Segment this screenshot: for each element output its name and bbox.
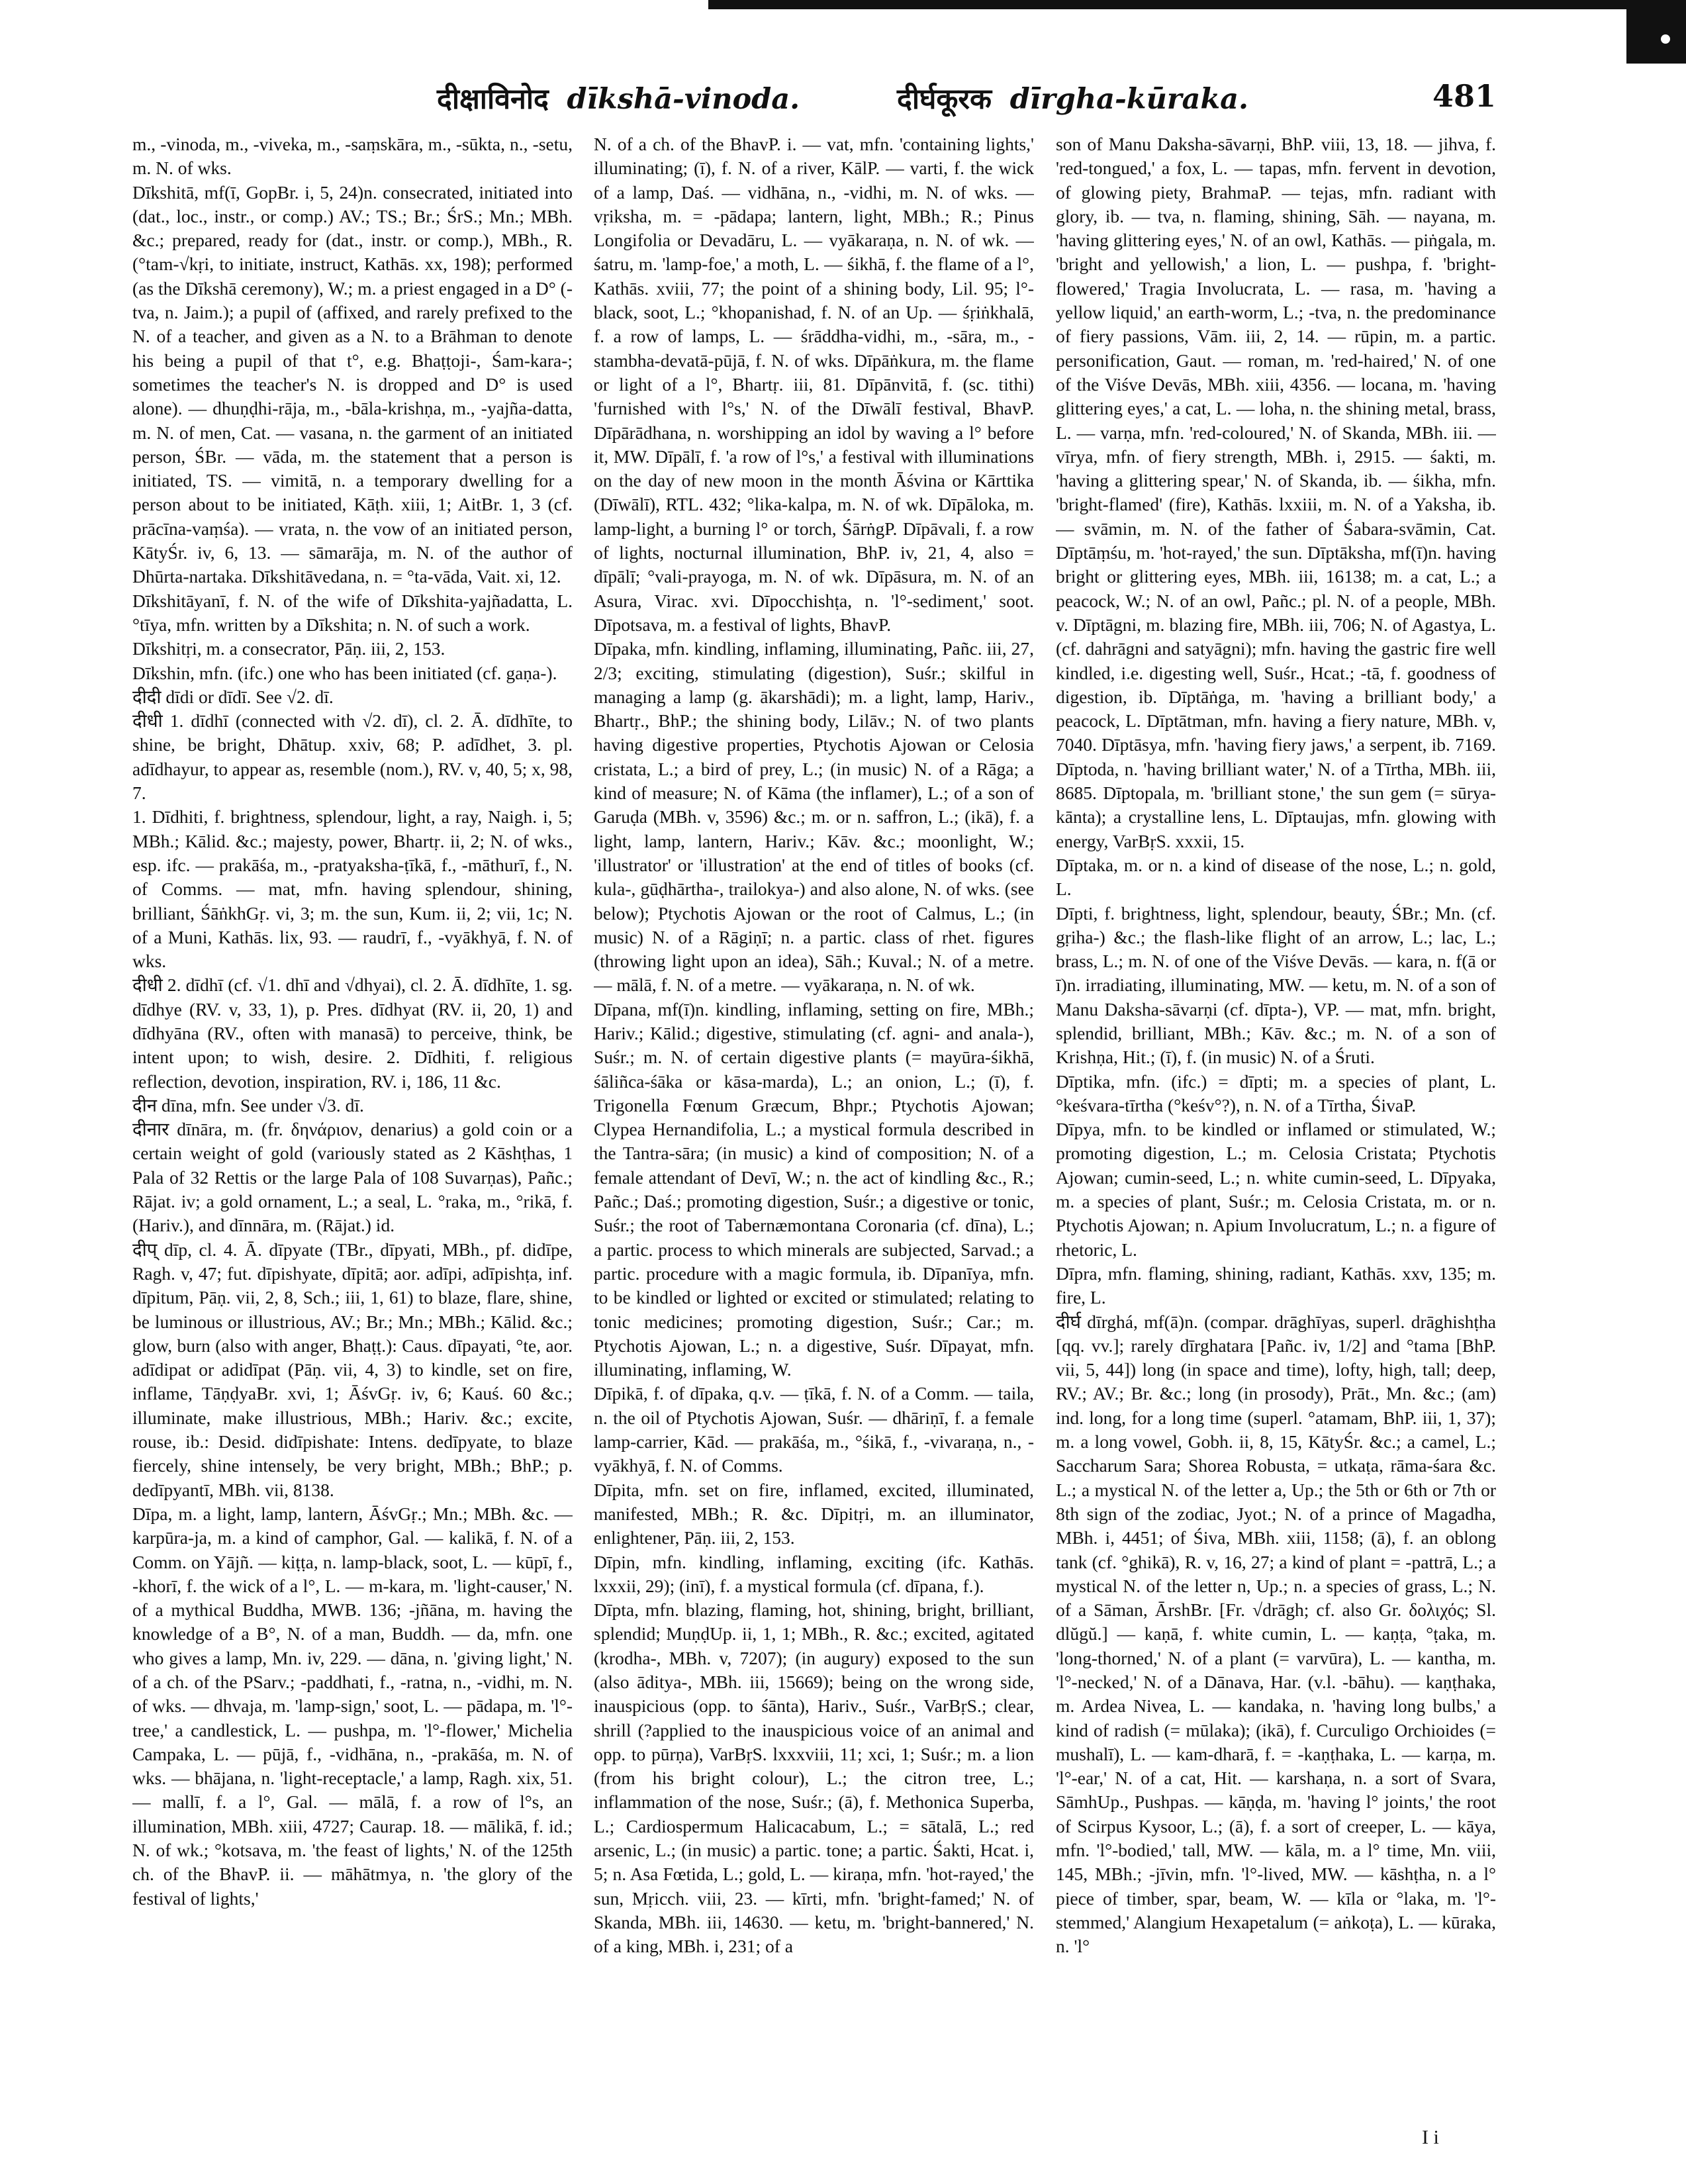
dictionary-entry: 1. Dīdhiti, f. brightness, splendour, light, a ray, Naigh. i, 5; MBh.; Kālid. &c.; majesty, power, Bhartṛ. ii, 2; N. of wks., esp. ifc. — prakāśa, m., -pratyaksha-ṭīkā, f., -māthurī, f., N. of Comms. — mat, mfn. having splendour, shining, brilliant, ŚāṅkhGṛ. vi, 3; m. the sun, Kum. ii, 2; vii, 1c; N. of a Muni, Kathās. lix, 93. — raudrī, f., -vyākhyā, f. N. of wks.: [132, 806, 573, 972]
dictionary-entry: Dīpikā, f. of dīpaka, q.v. — ṭīkā, f. N. of a Comm. — taila, n. the oil of Ptychotis Ajowan, Suśr. — dhāriṇī, f. a female lamp-carrier, Kād. — prakāśa, m., °śikā, f., -vivaraṇa, n., -vyākhyā, f. N. of Comms.: [594, 1383, 1034, 1476]
header-left-devanagari: दीक्षाविनोद: [437, 83, 549, 116]
dictionary-entry: दीर्घ dīrghá, mf(ā)n. (compar. drāghīyas, superl. drāghishṭha [qq. vv.]; rarely dīrghatara [Pañc. iv, 1/2] and °tama [BhP. vii, 5, 44]) long (in space and time), lofty, high, tall; deep, RV.; AV.; Br. &c.; long (in prosody), Prāt., Mn. &c.; (am) ind. long, for a long time (superl. °atamam, BhP. iii, 1, 37); m. a long vowel, Gobh. ii, 8, 15, KātyŚr. &c.; a camel, L.; Saccharum Sara; Shorea Robusta, = utkaṭa, rāma-śara &c. L.; a mystical N. of the letter a, Up.; the 5th or 6th or 7th or 8th sign of the zodiac, Jyot.; N. of a prince of Magadha, MBh. i, 4451; of Śiva, MBh. xiii, 1158; (ā), f. an oblong tank (cf. °ghikā), R. v, 16, 27; a kind of plant = -pattrā, L.; a mystical N. of the letter n, Up.; n. a species of grass, L.; N. of a Sāman, ĀrshBr. [Fr. √drāgh; cf. also Gr. δολιχός; Sl. dlŭgŭ.] — kaṇā, f. white cumin, L. — kaṇṭa, °ṭaka, m. 'long-thorned,' N. of a plant (= varvūra), L. — kantha, m. 'l°-necked,' N. of a Dānava, Har. (v.l. -bāhu). — kaṇṭhaka, m. Ardea Nivea, L. — kandaka, n. 'having long bulbs,' a kind of radish (= mūlaka); (ikā), f. Curculigo Orchioides (= mushalī), L. — kam-dharā, f. = -kaṇṭhaka, L. — karṇa, m. 'l°-ear,' N. of a cat, Hit. — karshaṇa, n. a sort of Svara, SāmhUp., Pushpas. — kāṇḍa, m. 'having l° joints,' the root of Scirpus Kysoor, L.; (ā), f. a sort of creeper, L. — kāya, mfn. 'l°-bodied,' tall, MW. — kāla, m. a l° time, Mn. viii, 145, MBh.; -jīvin, mfn. 'l°-lived, MW. — kāshṭha, n. a l° piece of timber, spar, beam, W. — kīla or °laka, m. 'l°-stemmed,' Alangium Hexapetalum (= aṅkoṭa), L. — kūraka, n. 'l°: [1056, 1311, 1496, 1957]
header-left-iast: dīkshā-vinoda.: [567, 83, 800, 116]
scan-edge-bar: [708, 0, 1686, 9]
column-3: [1056, 132, 1496, 2125]
column-2: [594, 132, 1034, 2125]
dictionary-entry: m., -vinoda, m., -viveka, m., -saṃskāra, m., -sūkta, n., -setu, m. N. of wks.: [132, 134, 573, 179]
column-1: [132, 132, 573, 2125]
dictionary-entry: Dīpra, mfn. flaming, shining, radiant, Kathās. xxv, 135; m. fire, L.: [1056, 1262, 1496, 1308]
dictionary-entry: Dīkshitā, mf(ī, GopBr. i, 5, 24)n. consecrated, initiated into (dat., loc., instr., or comp.) AV.; TS.; Br.; ŚrS.; Mn.; MBh. &c.; prepared, ready for (dat., instr. or comp.), MBh., R. (°tam-√kṛi, to initiate, instruct, Kathās. xx, 198); performed (as the Dīkshā ceremony), W.; m. a priest engaged in a D° (-tva, n. Jaim.); a pupil of (affixed, and rarely prefixed to the N. of a teacher, and given as a N. to a Brāhman to denote his being a pupil of that t°, e.g. Bhaṭṭoji-, Śam-kara-; sometimes the teacher's N. is dropped and D° is used alone). — dhuṇḍhi-rāja, m., -bāla-krishṇa, m., -yajña-datta, m. N. of men, Cat. — vasana, n. the garment of an initiated person, ŚBr. — vāda, m. the statement that a person is initiated, TS. — vimitā, n. a temporary dwelling for a person about to be initiated, Kāṭh. xiii, 1; AitBr. 1, 3 (cf. prācīna-vaṃśa). — vrata, n. the vow of an initiated person, KātyŚr. iv, 6, 13. — sāmarāja, m. N. of the author of Dhūrta-nartaka. Dīkshitāvedana, n. = °ta-vāda, Vait. xi, 12.: [132, 181, 573, 587]
header-left-guide-word: [437, 78, 800, 117]
dictionary-entry: Dīkshitāyanī, f. N. of the wife of Dīkshita-yajñadatta, L. °tīya, mfn. written by a Dīkshita; n. N. of such a work.: [132, 590, 573, 635]
dictionary-entry: दीधी 2. dīdhī (cf. √1. dhī and √dhyai), cl. 2. Ā. dīdhīte, 1. sg. dīdhye (RV. v, 33, 1), p. Pres. dīdhyat (RV. ii, 20, 1) and dīdhyāna (RV., often with manasā) to perceive, think, be intent upon; to wish, desire. 2. Dīdhiti, f. religious reflection, devotion, inspiration, RV. i, 186, 11 &c.: [132, 974, 573, 1092]
dictionary-entry: दीनार dīnāra, m. (fr. δηνάριον, denarius) a gold coin or a certain weight of gold (variously stated as 2 Kāshṭhas, 1 Pala of 32 Rettis or the large Pala of 108 Suvarṇas), Pañc.; Rājat. iv; a gold ornament, L.; a seal, L. °raka, m., °rikā, f. (Hariv.), and dīnnāra, m. (Rājat.) id.: [132, 1119, 573, 1236]
printer-signature-mark: I i: [1422, 2126, 1439, 2148]
dictionary-entry: दीप् dīp, cl. 4. Ā. dīpyate (TBr., dīpyati, MBh., pf. didīpe, Ragh. v, 47; fut. dīpishyate, dīpitā; aor. adīpi, adīpishṭa, inf. dīpitum, Pāṇ. vii, 2, 8, Sch.; iii, 1, 61) to blaze, flare, shine, be luminous or illustrious, AV.; Br.; Mn.; MBh.; Kālid. &c.; glow, burn (also with anger, Bhaṭṭ.): Caus. dīpayati, °te, aor. adīdipat or adidīpat (Pāṇ. vii, 4, 3) to kindle, set on fire, inflame, TāṇḍyaBr. xvi, 1; ĀśvGṛ. iv, 6; Kauś. 60 &c.; illuminate, make illustrious, MBh.; Hariv. &c.; excite, rouse, ib.: Desid. didīpishate: Intens. dedīpyate, to blaze fiercely, shine intensely, be very bright, MBh.; BhP.; p. dedīpyantī, MBh. vii, 8138.: [132, 1239, 573, 1500]
header-right-devanagari: दीर्घकूरक: [897, 83, 992, 116]
header-right-iast: dīrgha-kūraka.: [1009, 83, 1248, 116]
dictionary-entry: Dīpya, mfn. to be kindled or inflamed or stimulated, W.; promoting digestion, L.; m. Celosia Cristata; Ptychotis Ajowan; cumin-seed, L.; n. white cumin-seed, L. Dīpyaka, m. a species of plant, Suśr.; m. Celosia Cristata, m. or n. Ptychotis Ajowan; n. Apium Involucratum, L.; n. a figure of rhetoric, L.: [1056, 1119, 1496, 1260]
dictionary-entry: son of Manu Daksha-sāvarṇi, BhP. viii, 13, 18. — jihva, f. 'red-tongued,' a fox, L. — tapas, mfn. fervent in devotion, of glowing piety, BrahmaP. — tejas, mfn. radiant with glory, ib. — tva, n. flaming, shining, Sāh. — nayana, m. 'having glittering eyes,' N. of an owl, Kathās. — piṅgala, m. 'bright and yellowish,' a lion, L. — pushpa, f. 'bright-flowered,' Tragia Involucrata, L. — rasa, m. 'having a yellow liquid,' an earth-worm, L.; -tva, n. the predominance of fiery passions, Vām. iii, 2, 14. — rūpin, m. a partic. personification, Gaut. — roman, m. 'red-haired,' N. of one of the Viśve Devās, MBh. xiii, 4356. — locana, m. 'having glittering eyes,' a cat, L. — loha, n. the shining metal, brass, L. — varṇa, mfn. 'red-coloured,' N. of Skanda, MBh. iii. — vīrya, mfn. of fiery strength, MBh. i, 2915. — śakti, m. 'having a glittering spear,' N. of Skanda, ib. — śikha, mfn. 'bright-flamed' (fire), Kathās. lxxiii, m. N. of a Yaksha, ib. — svāmin, m. N. of the father of Śabara-svāmin, Cat. Dīptāṃśu, m. 'hot-rayed,' the sun. Dīptāksha, mf(ī)n. having bright or glittering eyes, MBh. iii, 16138; m. a cat, L.; a peacock, W.; N. of an owl, Pañc.; pl. N. of a people, MBh. v. Dīptāgni, m. blazing fire, MBh. iii, 706; N. of Agastya, L. (cf. dahrāgni and satyāgni); mfn. having the gastric fire well kindled, i.e. digesting well, Suśr., Hcat.; -tā, f. goodness of digestion, ib. Dīptāṅga, m. 'having a brilliant body,' a peacock, L. Dīptātman, mfn. having a fiery nature, MBh. v, 7040. Dīptāsya, mfn. 'having fiery jaws,' a serpent, ib. 7169. Dīptoda, n. 'having brilliant water,' N. of a Tīrtha, MBh. iii, 8685. Dīptopala, m. 'brilliant stone,' the sun gem (= sūrya-kānta); a crystalline lens, L. Dīptaujas, mfn. glowing with energy, VarBṛS. xxxii, 15.: [1056, 134, 1496, 851]
dictionary-entry: Dīpa, m. a light, lamp, lantern, ĀśvGṛ.; Mn.; MBh. &c. — karpūra-ja, m. a kind of camphor, Gal. — kalikā, f. N. of a Comm. on Yājñ. — kiṭṭa, n. lamp-black, soot, L. — kūpī, f., -khorī, f. the wick of a l°, L. — m-kara, m. 'light-causer,' N. of a mythical Buddha, MWB. 136; -jñāna, m. having the knowledge of a B°, N. of a man, Buddh. — da, mfn. one who gives a lamp, Mn. iv, 229. — dāna, n. 'giving light,' N. of a ch. of the PSarv.; -paddhati, f., -ratna, n., -vidhi, m. N. of wks. — dhvaja, m. 'lamp-sign,' soot, L. — pādapa, m. 'l°-tree,' a candlestick, L. — pushpa, m. 'l°-flower,' Michelia Campaka, L. — pūjā, f., -vidhāna, n., -prakāśa, m. N. of wks. — bhājana, n. 'light-receptacle,' a lamp, Ragh. xix, 51. — mallī, f. a l°, Gal. — mālā, f. a row of l°s, an illumination, MBh. xiii, 4727; Caurap. 18. — mālikā, f. id.; N. of wk.; °kotsava, m. 'the feast of lights,' N. of the 125th ch. of the BhavP. ii. — māhātmya, n. 'the glory of the festival of lights,': [132, 1503, 573, 1909]
dictionary-entry: Dīkshitṛi, m. a consecrator, Pāṇ. iii, 2, 153.: [132, 638, 445, 659]
dictionary-entry: दीन dīna, mfn. See under √3. dī.: [132, 1094, 364, 1116]
dictionary-entry: Dīpaka, mfn. kindling, inflaming, illuminating, Pañc. iii, 27, 2/3; exciting, stimulating (digestion), Suśr.; skilful in managing a lamp (g. ākarshādi); m. a light, lamp, Hariv., Bhartṛ., BhP.; the shining body, Lilāv.; N. of two plants having digestive properties, Ptychotis Ajowan or Celosia cristata, L.; a bird of prey, L.; (in music) N. of a Rāga; a kind of measure; N. of Kāma (the inflamer), L.; of a son of Garuḍa (MBh. v, 3596) &c.; m. or n. saffron, L.; (ikā), f. a light, lamp, lantern, Hariv.; Kāv. &c.; moonlight, W.; 'illustrator' or 'illustration' at the end of titles of books (cf. kula-, gūḍhārtha-, trailokya-) and also alone, N. of wks. (see below); Ptychotis Ajowan or the root of Calmus, L.; (in music) N. of a Rāgiṇī; n. a partic. class of rhet. figures (throwing light upon an idea), Sāh.; Kuval.; N. of a metre. — mālā, f. N. of a metre. — vyākaraṇa, n. N. of wk.: [594, 638, 1034, 996]
dictionary-entry: Dīptika, mfn. (ifc.) = dīpti; m. a species of plant, L. °keśvara-tīrtha (°keśv°?), n. N. of a Tīrtha, ŚivaP.: [1056, 1070, 1496, 1116]
page-number: 481: [1432, 78, 1496, 114]
dictionary-entry: दीदी dīdi or dīdī. See √2. dī.: [132, 686, 334, 707]
dictionary-body: [132, 132, 1496, 2125]
scan-corner-mark: [1626, 0, 1686, 64]
header-right-guide-word: [897, 78, 1248, 117]
dictionary-entry: Dīpita, mfn. set on fire, inflamed, excited, illuminated, manifested, MBh.; R. &c. Dīpitṛi, m. an illuminator, enlightener, Pāṇ. iii, 2, 153.: [594, 1479, 1034, 1548]
dictionary-entry: Dīpana, mf(ī)n. kindling, inflaming, setting on fire, MBh.; Hariv.; Kālid.; digestive, stimulating (cf. agni- and anala-), Suśr.; m. N. of certain digestive plants (= mayūra-śikhā, śāliñca-śāka or kāsa-marda), L.; an onion, L.; (ī), f. Trigonella Fœnum Græcum, Bhpr.; Ptychotis Ajowan; Clypea Hernandifolia, L.; a mystical formula described in the Tantra-sāra; (in music) a kind of composition; N. of a female attendant of Devī, W.; n. the act of kindling &c., R.; Pañc.; Daś.; promoting digestion, Suśr.; a digestive or tonic, Suśr.; the root of Tabernæmontana Coronaria (cf. dīna), L.; a partic. process to which minerals are subjected, Sarvad.; a partic. procedure with a magic formula, ib. Dīpanīya, mfn. to be kindled or lighted or excited or stimulated; relating to tonic medicines; promoting digestion, Suśr.; Car.; m. Ptychotis Ajowan, L.; n. a digestive, Suśr. Dīpayat, mfn. illuminating, inflaming, W.: [594, 998, 1034, 1380]
dictionary-entry: Dīpta, mfn. blazing, flaming, hot, shining, bright, brilliant, splendid; MuṇḍUp. ii, 1, 1; MBh., R. &c.; excited, agitated (krodha-, MBh. v, 7207); (in augury) exposed to the sun (also āditya-, MBh. iii, 15669); being on the wrong side, inauspicious (opp. to śānta), Hariv., Suśr., VarBṛS.; clear, shrill (?applied to the inauspicious voice of an animal and opp. to pūrṇa), VarBṛS. lxxxviii, 11; xci, 1; Suśr.; m. a lion (from his bright colour), L.; the citron tree, L.; inflammation of the nose, Suśr.; (ā), f. Methonica Superba, L.; Cardiospermum Halicacabum, L.; = sātalā, L.; red arsenic, L.; (in music) a partic. tone; a partic. Śakti, Hcat. i, 5; n. Asa Fœtida, L.; gold, L. — kiraṇa, mfn. 'hot-rayed,' the sun, Mṛicch. viii, 23. — kīrti, mfn. 'bright-famed;' N. of Skanda, MBh. iii, 14630. — ketu, m. 'bright-bannered,' N. of a king, MBh. i, 231; of a: [594, 1599, 1034, 1957]
dictionary-entry: Dīpti, f. brightness, light, splendour, beauty, ŚBr.; Mn. (cf. gṛiha-) &c.; the flash-like flight of an arrow, L.; lac, L.; brass, L.; m. N. of one of the Viśve Devās. — kara, n. f(ā or ī)n. irradiating, illuminating, MW. — ketu, m. N. of a son of Manu Daksha-sāvarṇi (cf. dīpta-), VP. — mat, mfn. bright, splendid, brilliant, MBh.; Kāv. &c.; m. N. of a son of Krishṇa, Hit.; (ī), f. (in music) N. of a Śruti.: [1056, 902, 1496, 1068]
running-header: [132, 78, 1496, 124]
dictionary-entry: Dīpin, mfn. kindling, inflaming, exciting (ifc. Kathās. lxxxii, 29); (inī), f. a mystical formula (cf. dīpana, f.).: [594, 1551, 1034, 1596]
dictionary-entry: Dīkshin, mfn. (ifc.) one who has been initiated (cf. gaṇa-).: [132, 662, 557, 683]
dictionary-entry: N. of a ch. of the BhavP. i. — vat, mfn. 'containing lights,' illuminating; (ī), f. N. of a river, KālP. — varti, f. the wick of a lamp, Daś. — vidhāna, n., -vidhi, m. N. of wks. — vṛiksha, m. = -pādapa; lantern, light, MBh.; R.; Pinus Longifolia or Devadāru, L. — vyākaraṇa, n. N. of wk. — śatru, m. 'lamp-foe,' a moth, L. — śikhā, f. the flame of a l°, Kathās. xviii, 77; the point of a shining body, Lil. 95; l°-black, soot, L.; °khopanishad, f. N. of an Up. — śṛiṅkhalā, f. a row of lamps, L. — śrāddha-vidhi, m., -sāra, m., -stambha-devatā-pūjā, f. N. of wks. Dīpāṅkura, m. the flame or light of a l°, Bhartṛ. iii, 81. Dīpānvitā, f. (sc. tithi) 'furnished with l°s,' N. of the Dīwālī festival, BhavP. Dīpārādhana, n. worshipping an idol by waving a l° before it, MW. Dīpālī, f. 'a row of l°s,' a festival with illuminations on the day of new moon in the month Āśvina or Kārttika (Dīwālī), RTL. 432; °lika-kalpa, m. N. of wk. Dīpāloka, m. lamp-light, a burning l° or torch, ŚārṅgP. Dīpāvali, f. a row of lights, nocturnal illumination, BhP. iv, 21, 4, also = dīpālī; °vali-prayoga, m. N. of wk. Dīpāsura, m. N. of an Asura, Virac. xvi. Dīpocchishṭa, n. 'l°-sediment,' soot. Dīpotsava, m. a festival of lights, BhavP.: [594, 134, 1034, 635]
dictionary-entry: दीधी 1. dīdhī (connected with √2. dī), cl. 2. Ā. dīdhīte, to shine, be bright, Dhātup. xxiv, 68; P. adīdhet, 3. pl. adīdhayur, to appear as, resemble (nom.), RV. v, 40, 5; x, 98, 7.: [132, 710, 573, 804]
binding-hole: [1661, 34, 1670, 44]
dictionary-entry: Dīptaka, m. or n. a kind of disease of the nose, L.; n. gold, L.: [1056, 854, 1496, 900]
